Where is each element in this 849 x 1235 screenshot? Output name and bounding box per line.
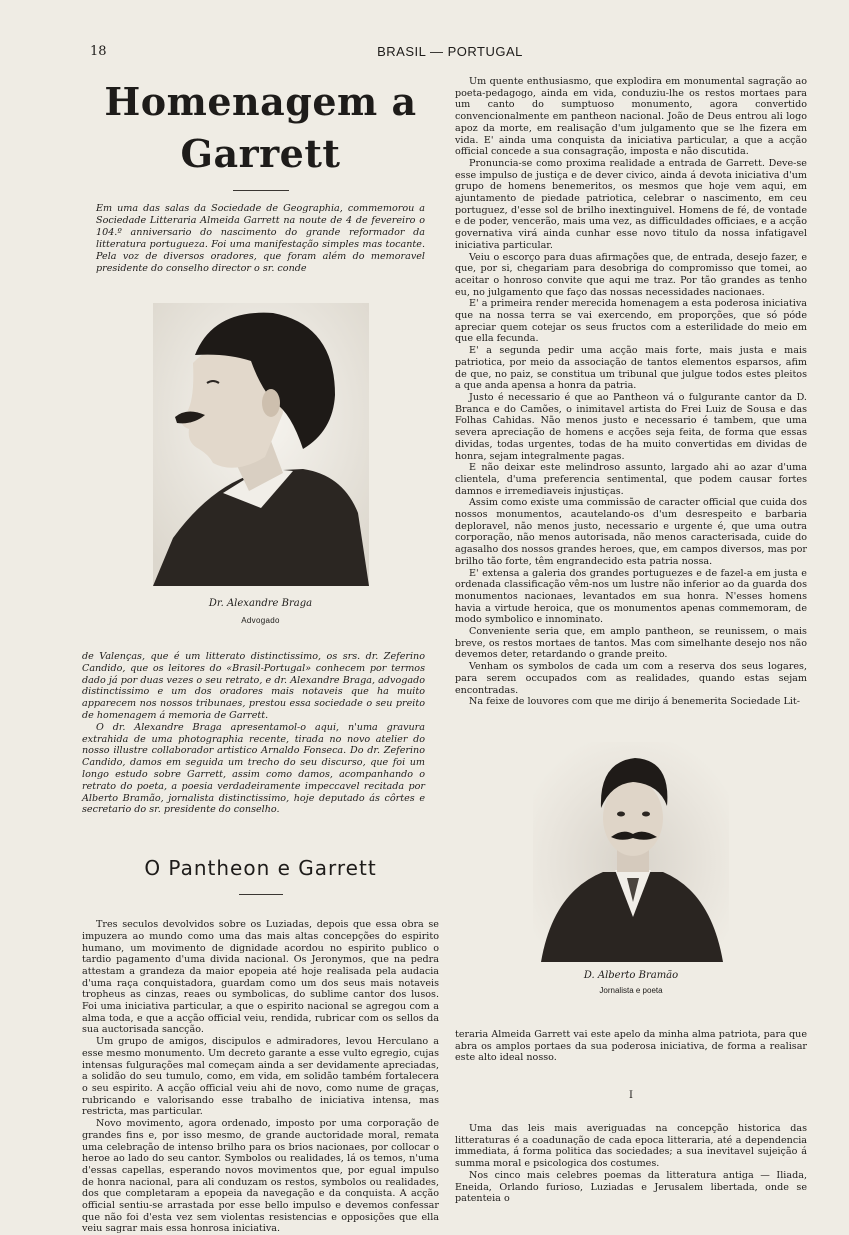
- body-paragraph: Nos cinco mais celebres poemas da litteratura antiga — Iliada, Eneida, Orlando furioso, Luziadas e Jerusalem libertada, onde se patenteia o: [455, 1169, 807, 1205]
- running-head: BRASIL — PORTUGAL: [377, 44, 523, 59]
- photo-caption-bramao: D. Alberto Bramão: [583, 969, 679, 981]
- right-column: [455, 76, 807, 1205]
- section-numeral: I: [629, 1090, 633, 1102]
- body-paragraph: Novo movimento, agora ordenado, imposto por uma corporação de grandes fins e, por isso mesmo, de grande auctoridade moral, remata uma celebração de intenso brilho para os brios nacionaes, por collocar o heroe ao lado do seu cantor. Symbolos ou realidades, lá os temos, n'uma d'essas capellas, esperando novos movimentos que, por egual impulso de honra nacional, para ali conduzam os restos, symbolos ou realidades, dos que completaram a epopeia da navegação e da conquista. A acção official sentiu-se arrastada por esse bello impulso e devemos confessar que não foi d'esta vez sem violentas resistencias e opposições que ella veiu sagrar mais essa honrosa iniciativa.: [82, 1118, 439, 1235]
- article-title-homenagem: Homenagem a Garrett: [104, 79, 417, 176]
- body-paragraph: Tres seculos devolvidos sobre os Luziadas, depois que essa obra se impuzera ao mundo como uma das mais altas concepções do espirito humano, um movimento de dignidade acordou no espirito publico o tardio pagamento d'uma divida nacional. Os Jeronymos, que na pedra attestam a grandeza da maior epopeia até hoje realisada pela audacia d'uma raça conquistadora, guardam como um dos seus mais notaveis tropheus as cinzas, reaes ou symbolicas, do sublime cantor dos lusos. Foi uma iniciativa particular, a que o espirito nacional se agregou com a alma toda, e que a acção official veiu, rendida, rubricar com os sellos da sua auctorisada sancção.: [82, 919, 439, 1036]
- body-paragraph: Assim como existe uma commissão de caracter official que cuida dos nossos monumentos, acautelando-os d'um desrespeito e barbaria deploravel, não menos justo, necessario e urgente é, que uma outra corporação, não menos autorisada, não menos caracterisada, cuide do agasalho dos nossos grandes heroes, que, em campos diversos, mas por brilho tão forte, têm engrandecido esta patria nossa.: [455, 497, 807, 567]
- body-paragraph: Veiu o escorço para duas afirmações que, de entrada, desejo fazer, e que, por si, chegariam para desobriga do compromisso que tomei, ao aceitar o honroso convite que aqui me traz. Por tão grandes as tenho eu, no julgamento que faço das nossas necessidades nacionaes.: [455, 251, 807, 298]
- section-body: [455, 1123, 807, 1205]
- photo-caption-braga: Dr. Alexandre Braga: [208, 598, 313, 609]
- portrait-alexandre-braga: [153, 303, 369, 586]
- body-paragraph: Um grupo de amigos, discipulos e admiradores, levou Herculano a esse mesmo monumento. Um decreto garante a esse vulto egregio, cujas intensas fulgurações mal começam ainda a ser devidamente apreciadas, a solidão do seu tumulo, como, em vida, em solidão também fortalecera o seu espirito. A acção official veiu ahi de novo, como nume de graças, rubricando e valorisando esse trabalho de iniciativa intensa, mas restricta, mas particular.: [82, 1036, 439, 1118]
- continuation-paragraph: de Valenças, que é um litterato distinctissimo, os srs. dr. Zeferino Candido, que os leitores do «Brasil-Portugal» conhecem por termos dado já por duas vezes o seu retrato, e dr. Alexandre Braga, advogado distinctissimo e um dos oradores mais notaveis que ha muito apparecem nos nossos tribunaes, prestou essa sociedade o seu preito de homenagem á memoria de Garrett.: [82, 651, 425, 721]
- body-paragraph: Conveniente seria que, em amplo pantheon, se reunissem, o mais breve, os restos mortaes de tantos. Mas com simelhante desejo nos não devemos deter, retardando o grande preito.: [455, 626, 807, 661]
- portrait-engraving-1: [153, 303, 369, 586]
- title-rule-2: [239, 894, 283, 895]
- body-paragraph: Pronuncia-se como proxima realidade a entrada de Garrett. Deve-se esse impulso de justiça e de dever civico, ainda á devota iniciativa d'um grupo de homens benemeritos, os mesmos que hoje vem aqui, em ajuntamento de piedade patriotica, celebrar o nascimento, em ceu portuguez, d'esse sol de brilho inextinguivel. Homens de fé, de vontade e de poder, vencerão, mais uma vez, as difficuldades officiaes, e a acção governativa virá ainda cunhar esse novo titulo da nossa infatigavel iniciativa particular.: [455, 157, 807, 251]
- title-rule: [233, 190, 289, 191]
- body-paragraph: teraria Almeida Garrett vai este apelo da minha alma patriota, para que abra os amplos portaes da sua poderosa iniciativa, de forma a realisar este alto ideal nosso.: [455, 1028, 807, 1064]
- article-continuation: [82, 651, 425, 816]
- left-column: [82, 70, 439, 1235]
- body-paragraph: Na feixe de louvores com que me dirijo á benemerita Sociedade Lit-: [469, 696, 800, 708]
- page-header: [90, 44, 810, 62]
- article-intro: Em uma das salas da Sociedade de Geographia, commemorou a Sociedade Litteraria Almeida Garrett na noute de 4 de fevereiro o 104.º anniversario do nascimento do grande reformador da litteratura portugueza. Foi uma manifestação simples mas tocante. Pela voz de diversos oradores, que foram além do memoravel presidente do conselho director o sr. conde: [96, 203, 425, 274]
- body-paragraph: Justo é necessario é que ao Pantheon vá o fulgurante cantor da D. Branca e do Camões, o inimitavel artista do Frei Luiz de Sousa e das Folhas Cahidas. Não menos justo e necessario é tambem, que uma severa apreciação de homens e acções seja feita, de forma que essas dividas, todas urgentes, todas de ha muito convertidas em dividas de honra, sejam integralmente pagas.: [455, 391, 807, 462]
- article-title-pantheon: O Pantheon e Garrett: [144, 856, 377, 881]
- portrait-alberto-bramao: [533, 742, 729, 962]
- pantheon-body-left: [82, 919, 439, 1235]
- photo-subcaption-bramao: Jornalista e poeta: [599, 985, 663, 995]
- body-paragraph: E' a primeira render merecida homenagem a esta poderosa iniciativa que na nossa terra se vai exercendo, em proporções, que só póde apreciar quem cotejar os seus fructos com a esterilidade do meio em que ella fecunda.: [455, 298, 807, 345]
- body-paragraph: Um quente enthusiasmo, que explodira em monumental sagração ao poeta-pedagogo, ainda em vida, conduziu-lhe os restos mortaes para um canto do sumptuoso monumento, agora convertido convencionalmente em pantheon nacional. João de Deus entrou ali logo apoz da morte, em realisação d'um julgamento que se lhe fizera em vida. E' ainda uma conquista da iniciativa particular, a que a acção official concede a sua consagração, imposta e não discutida.: [455, 76, 807, 158]
- body-paragraph: E' a segunda pedir uma acção mais forte, mais justa e mais patriotica, por meio da associação de tantos elementos esparsos, afim de que, no paiz, se constitua um tribunal que julgue todos estes pleitos a que anda apensa a honra da patria.: [455, 345, 807, 392]
- pantheon-body-right: [455, 76, 807, 708]
- photo-subcaption-braga: Advogado: [241, 616, 280, 625]
- portrait-engraving-2: [533, 742, 729, 962]
- continuation-paragraph: O dr. Alexandre Braga apresentamol-o aqui, n'uma gravura extrahida de uma photographia recente, tirada no novo atelier do nosso illustre collaborador artistico Arnaldo Fonseca. Do dr. Zeferino Candido, damos em seguida um trecho do seu discurso, que foi um longo estudo sobre Garrett, assim como damos, acompanhando o retrato do poeta, a poesia verdadeiramente impeccavel recitada por Alberto Bramão, jornalista distinctissimo, hoje deputado ás côrtes e secretario do sr. presidente do conselho.: [82, 721, 425, 816]
- page-number: 18: [90, 44, 107, 59]
- pantheon-body-after-photo: [455, 1029, 807, 1064]
- body-paragraph: Venham os symbolos de cada um com a reserva dos seus logares, para serem occupados com as realidades, quando estas sejam encontradas.: [455, 661, 807, 696]
- body-paragraph: Uma das leis mais averiguadas na concepção historica das litteraturas é a coadunação de cada epoca litteraria, até a dependencia immediata, á forma politica das sociedades; a sua inevitavel sujeição á summa moral e psicologica dos costumes.: [455, 1123, 807, 1170]
- body-paragraph: E não deixar este melindroso assunto, largado ahi ao azar d'uma clientela, d'uma preferencia sentimental, que podem causar fortes damnos e irremediaveis injustiças.: [455, 462, 807, 497]
- body-paragraph: E' extensa a galeria dos grandes portuguezes e de fazel-a em justa e ordenada classificação vêm-nos um lustre não inferior ao da guarda dos monumentos nacionaes, levantados em sua honra. N'esses homens havia a virtude heroica, que os monumentos apenas commemoram, de modo symbolico e innominato.: [455, 567, 807, 626]
